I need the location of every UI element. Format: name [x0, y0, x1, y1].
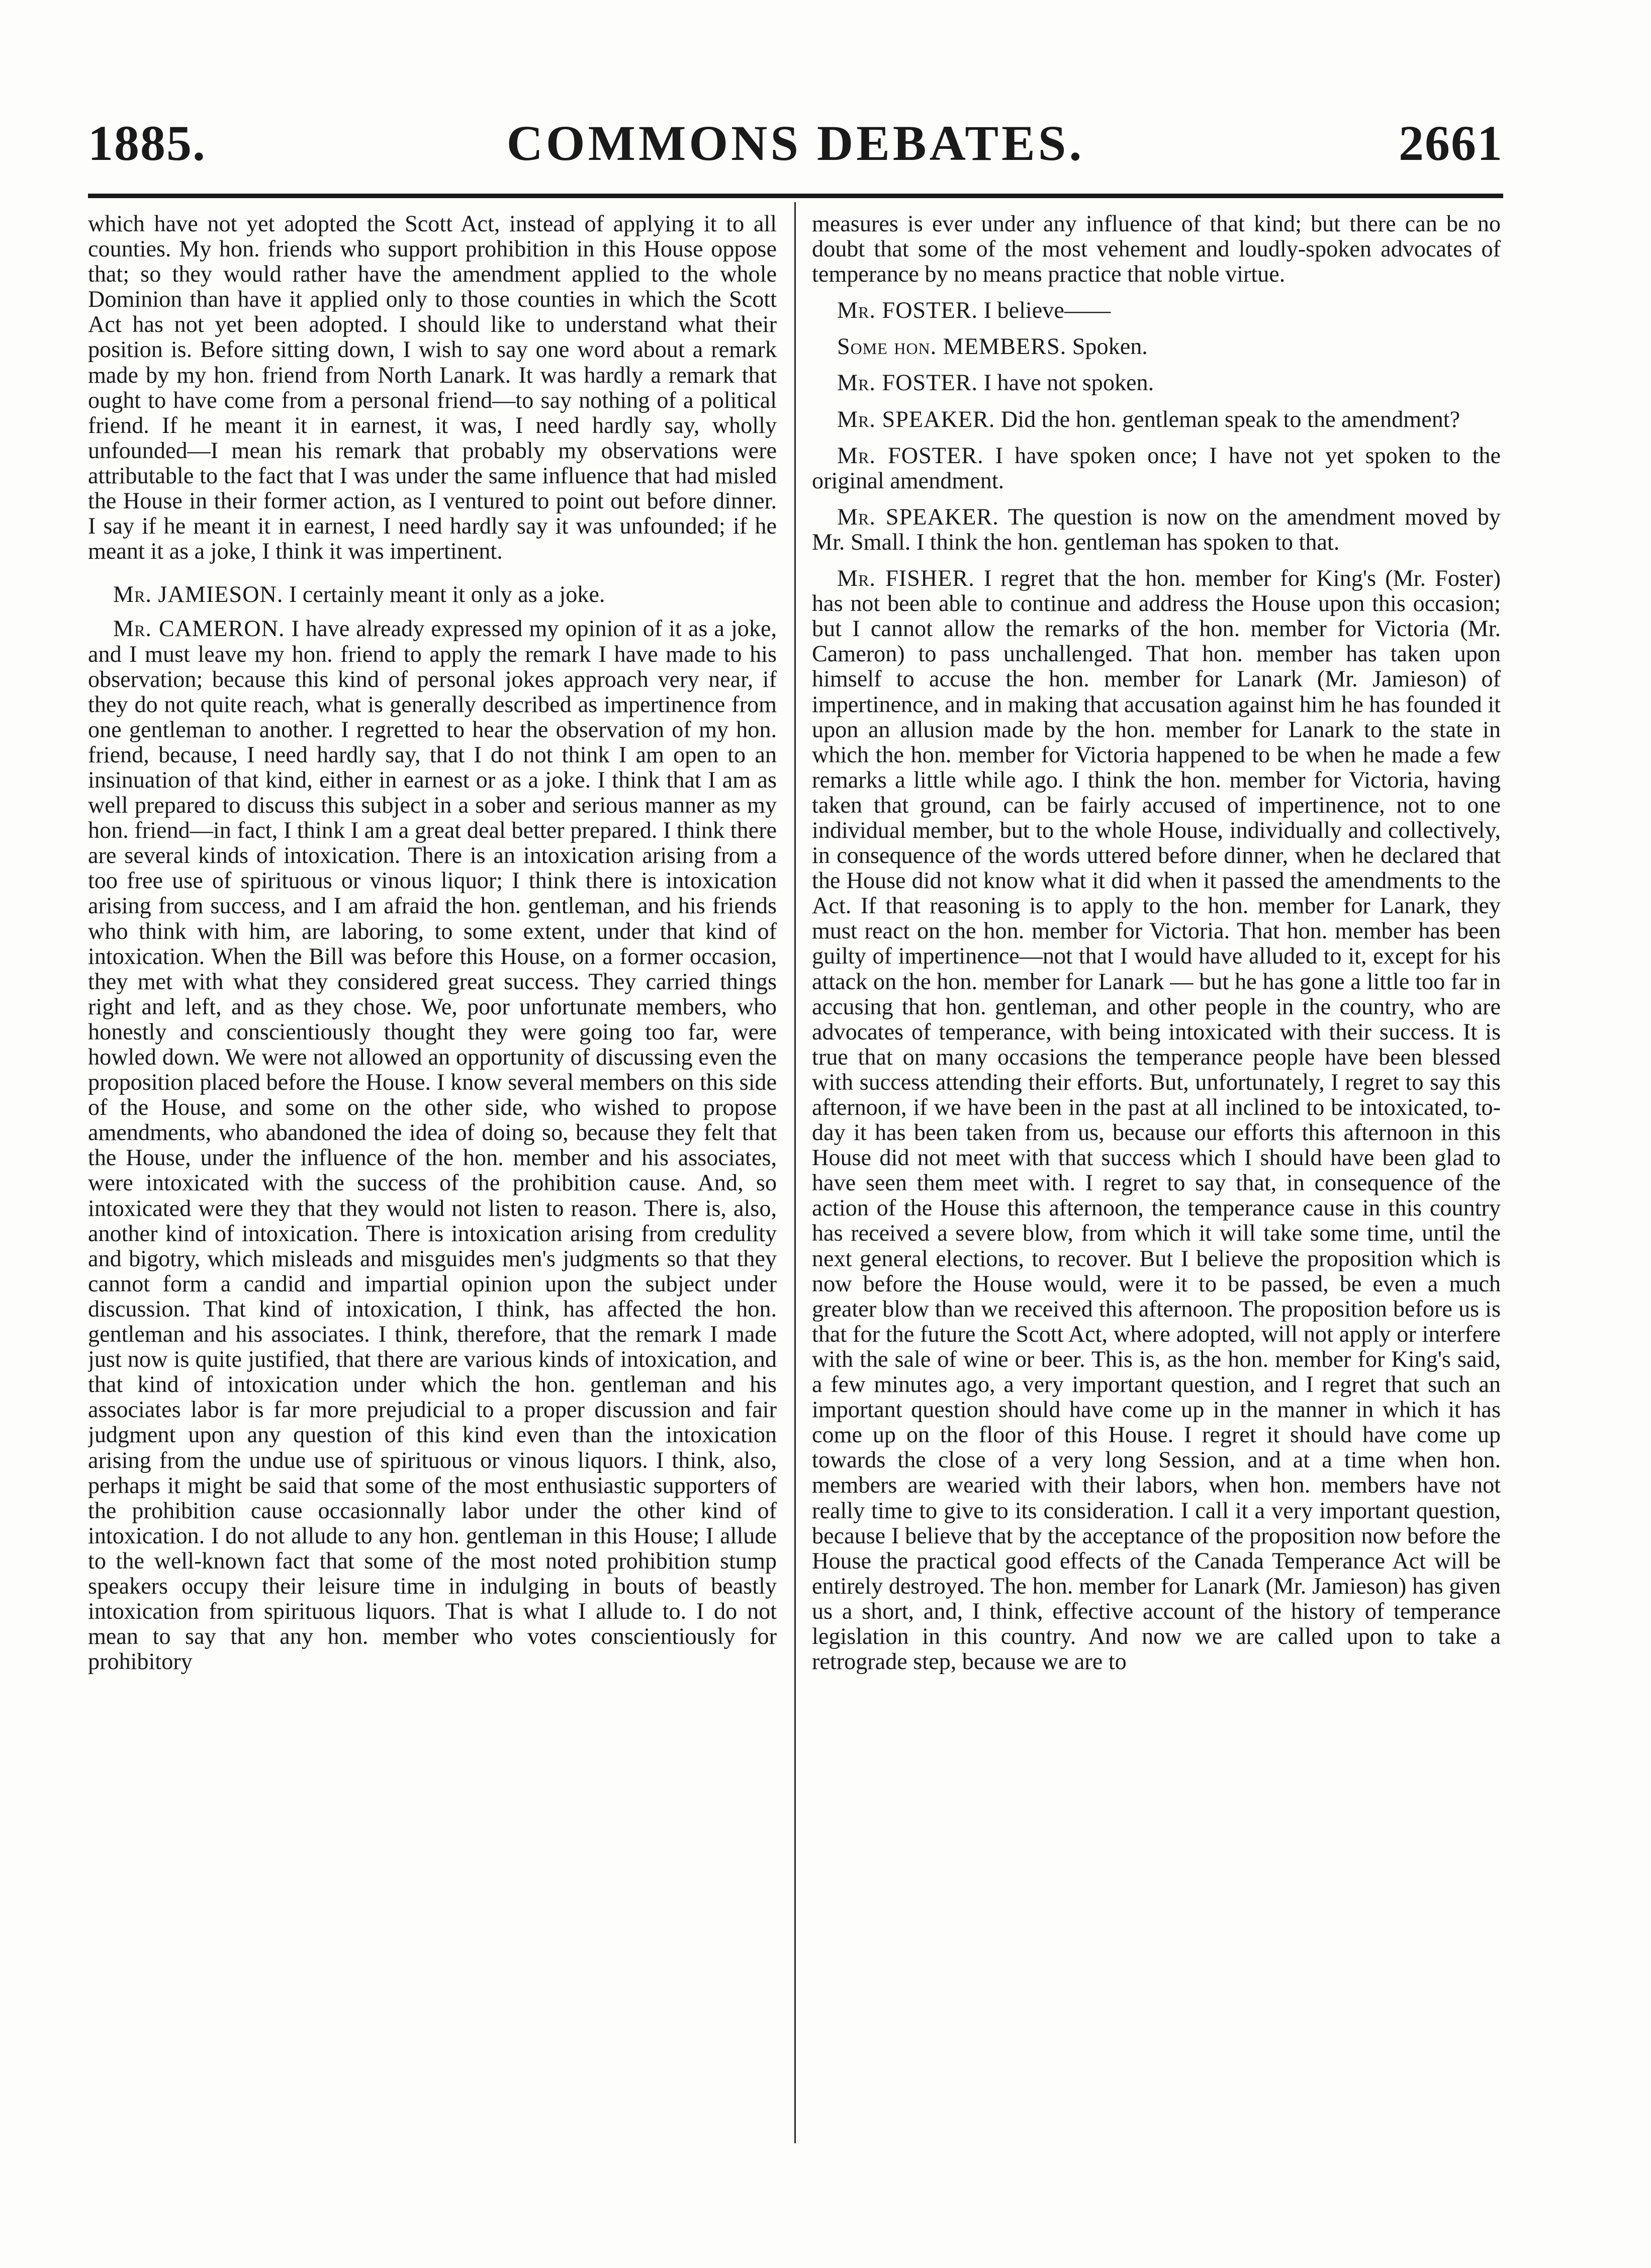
paragraph-text: The question is now on the amendment moved by Mr. Small. I think the hon. gentleman has spoken to that.	[812, 503, 1501, 555]
paragraph-text: which have not yet adopted the Scott Act, instead of applying it to all counties. My hon. friends who support prohibition in this House oppose that; so they would rather have the amendment applied to the whole Dominion than have it applied only to those counties in which the Scott Act has not yet been adopted. I should like to understand what their position is. Before sitting down, I wish to say one word about a remark made by my hon. friend from North Lanark. It was hardly a remark that ought to have come from a personal friend—to say nothing of a political friend. If he meant it in earnest, it was, I need hardly say, wholly unfounded—I mean his remark that probably my observations were attributable to the fact that I was under the same influence that had misled the House in their former action, as I ventured to point out before dinner. I say if he meant it in earnest, I need hardly say it was unfounded; if he meant it as a joke, I think it was impertinent.	[88, 211, 777, 564]
speaker-name: Mr. SPEAKER.	[837, 406, 995, 432]
paragraph	[812, 566, 1501, 1674]
paragraph-text: I have spoken once; I have not yet spoken to the original amendment.	[812, 442, 1501, 493]
paragraph	[88, 211, 777, 564]
speaker-name: Mr. JAMIESON.	[113, 581, 284, 607]
speaker-name: Mr. FOSTER.	[837, 297, 978, 323]
header-year: 1885.	[88, 115, 206, 171]
paragraph	[812, 504, 1501, 555]
paragraph-text: I have not spoken.	[983, 370, 1154, 396]
speaker-name: Mr. FOSTER.	[837, 442, 984, 468]
paragraph	[88, 616, 777, 1674]
paragraph	[812, 370, 1501, 395]
paragraph	[812, 443, 1501, 493]
right-column	[812, 211, 1501, 2142]
speaker-name: Mr. SPEAKER.	[837, 503, 999, 530]
paragraph-text: I believe——	[983, 297, 1111, 323]
page-header	[88, 108, 1503, 179]
paragraph-text: I certainly meant it only as a joke.	[289, 581, 605, 607]
column-divider	[794, 202, 796, 2143]
publication-title: COMMONS DEBATES.	[506, 115, 1085, 171]
paragraph-text: measures is ever under any influence of that kind; but there can be no doubt that some of the most vehement and loudly-spoken advocates of temperance by no means practice that noble virtue.	[812, 211, 1501, 287]
paragraph-text: Did the hon. gentleman speak to the amendment?	[1000, 406, 1460, 432]
paragraph-text: I have already expressed my opinion of it as a joke, and I must leave my hon. friend to apply the remark I have made to his observation; because this kind of personal jokes approach very near, if they do not quite reach, what is generally described as impertinence from one gentleman to another. I regretted to hear the observation of my hon. friend, because, I need hardly say, that I do not think I am open to an insinuation of that kind, either in earnest or as a joke. I think that I am as well prepared to discuss this subject in a sober and serious manner as my hon. friend—in fact, I think I am a great deal better prepared. I think there are several kinds of intoxication. There is an intoxication arising from a too free use of spirituous or vinous liquor; I think there is intoxication arising from success, and I am afraid the hon. gentleman, and his friends who think with him, are laboring, to some extent, under that kind of intoxication. When the Bill was before this House, on a former occasion, they met with what they considered great success. They carried things right and left, and as they chose. We, poor unfortunate members, who honestly and conscientiously thought they were going too far, were howled down. We were not allowed an opportunity of discussing even the proposition placed before the House. I know several members on this side of the House, and some on the other side, who wished to propose amendments, who abandoned the idea of doing so, because they felt that the House, under the influence of the hon. member and his associates, were intoxicated with the success of the prohibition cause. And, so intoxicated were they that they would not listen to reason. There is, also, another kind of intoxication. There is intoxication arising from credulity and bigotry, which misleads and misguides men's judgments so that they cannot form a candid and impartial opinion upon the subject under discussion. That kind of intoxication, I think, has affected the hon. gentleman and his associates. I think, therefore, that the remark I made just now is quite justified, that there are various kinds of intoxication, and that kind of intoxication under which the hon. gentleman and his associates labor is far more prejudicial to a proper discussion and fair judgment upon any question of this kind even than the intoxication arising from the undue use of spirituous or vinous liquors. I think, also, perhaps it might be said that some of the most enthusiastic supporters of the prohibition cause occasionnally labor under the other kind of intoxication. I do not allude to any hon. gentleman in this House; I allude to the well-known fact that some of the most noted prohibition stump speakers occupy their leisure time in indulging in bouts of beastly intoxication from spirituous liquors. That is what I allude to. I do not mean to say that any hon. member who votes conscientiously for prohibitory	[88, 616, 777, 1675]
paragraph	[812, 407, 1501, 432]
speaker-name: Some hon. MEMBERS.	[837, 333, 1067, 360]
page-number: 2661	[1399, 115, 1503, 171]
paragraph-text: Spoken.	[1072, 333, 1148, 360]
paragraph-text: I regret that the hon. member for King's (Mr. Foster) has not been able to continue and address the House upon this occasion; but I cannot allow the remarks of the hon. member for Victoria (Mr. Cameron) to pass unchallenged. That hon. member has taken upon himself to accuse the hon. member for Lanark (Mr. Jamieson) of impertinence, and in making that accusation against him he has founded it upon an allusion made by the hon. member for Lanark to the state in which the hon. member for Victoria happened to be when he made a few remarks a little while ago. I think the hon. member for Victoria, having taken that ground, can be fairly accused of impertinence, not to one individual member, but to the whole House, individually and collectively, in consequence of the words uttered before dinner, when he declared that the House did not know what it did when it passed the amendments to the Act. If that reasoning is to apply to the hon. member for Lanark, they must react on the hon. member for Victoria. That hon. member has been guilty of impertinence—not that I would have alluded to it, except for his attack on the hon. member for Lanark — but he has gone a little too far in accusing that hon. gentleman, and other people in the country, who are advocates of temperance, with being intoxicated with their success. It is true that on many occasions the temperance people have been blessed with success attending their efforts. But, unfortunately, I regret to say this afternoon, if we have been in the past at all inclined to be intoxicated, to-day it has been taken from us, because our efforts this afternoon in this House did not meet with that success which I should have been glad to have seen them meet with. I regret to say that, in consequence of the action of the House this afternoon, the temperance cause in this country has received a severe blow, from which it will take some time, until the next general elections, to recover. But I believe the proposition which is now before the House would, were it to be passed, be even a much greater blow than we received this afternoon. The proposition before us is that for the future the Scott Act, where adopted, will not apply or interfere with the sale of wine or beer. This is, as the hon. member for King's said, a few minutes ago, a very important question, and I regret that such an important question should have come up in the manner in which it has come up on the floor of this House. I regret it should have come up towards the close of a very long Session, and at a time when hon. members are wearied with their labors, when hon. members have not really time to give to its consideration. I call it a very important question, because I believe that by the acceptance of the proposition now before the House the practical good effects of the Canada Temperance Act will be entirely destroyed. The hon. member for Lanark (Mr. Jamieson) has given us a short, and, I think, effective account of the history of temperance legislation in this country. And now we are called upon to take a retrograde step, because we are to	[812, 565, 1501, 1675]
paragraph	[88, 582, 777, 607]
paragraph	[812, 298, 1501, 323]
speaker-name: Mr. FISHER.	[837, 565, 975, 591]
speaker-name: Mr. CAMERON.	[113, 616, 285, 642]
paragraph	[812, 334, 1501, 359]
left-column	[88, 211, 777, 2142]
paragraph	[812, 211, 1501, 287]
header-rule	[88, 194, 1503, 198]
speaker-name: Mr. FOSTER.	[837, 370, 978, 396]
